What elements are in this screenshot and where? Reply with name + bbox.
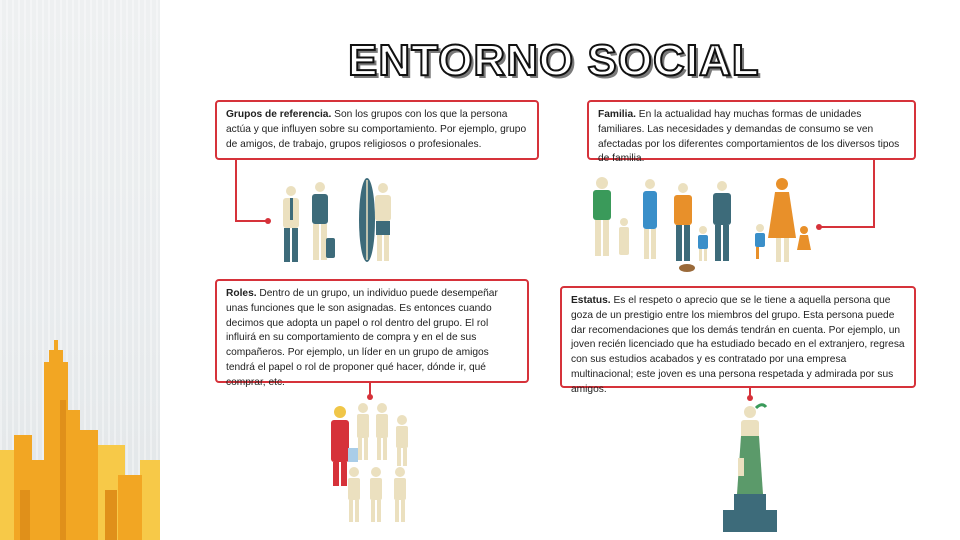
connector-dot-grupos (265, 218, 271, 224)
card-roles-heading: Roles. (226, 288, 257, 299)
card-familia-body: En la actualidad hay muchas formas de unidades familiares. Las necesidades y demandas de consumo se ven afectadas por los diferentes comportamientos de los diversos tipos de familia. (598, 109, 900, 165)
card-familia-heading: Familia. (598, 109, 636, 120)
card-familia (587, 100, 916, 165)
roles-group-icon (331, 403, 408, 522)
family-icon (593, 177, 811, 272)
reference-group-icon (283, 178, 391, 262)
card-grupos-heading: Grupos de referencia. (226, 109, 332, 120)
card-grupos-referencia (215, 100, 539, 160)
card-estatus-heading: Estatus. (571, 295, 611, 306)
status-statue-icon (723, 405, 777, 532)
card-estatus-body: Es el respeto o aprecio que se le tiene a aquella persona que goza de un prestigio entre los miembros del grupo. Esta persona puede dar recomendaciones que los demás tendrán en cuenta. Por ejemplo, un joven recién licenciado que ha estudiado becado en el extranjero, regresa con sus estudios acabados y es contratado por una empresa multinacional; este joven es una persona respetada y admirada por sus amigos. (571, 295, 905, 395)
connector-grupos-line (236, 160, 268, 221)
card-grupos-body: Son los grupos con los que la persona actúa y que influyen sobre su comportamiento. Por ejemplo, grupo de amigos, de trabajo, grupos religiosos o profesionales. (226, 109, 527, 150)
connector-familia-line (819, 160, 874, 227)
card-roles-body: Dentro de un grupo, un individuo puede desempeñar unas funciones que le son asignadas. Es entonces cuando decimos que adopta un papel o rol dentro del grupo. El rol influirá en su comportamiento de compra y en el de sus compañeros. Por ejemplo, un líder en un grupo de amigos tendrá el papel o rol de proponer qué hacer, dónde ir, qué comprar, etc. (226, 288, 498, 388)
slide-title: ENTORNO SOCIAL (348, 36, 760, 85)
card-roles (215, 279, 529, 388)
connector-dot-estatus (747, 395, 753, 401)
connector-dot-familia (816, 224, 822, 230)
connector-dot-roles (367, 394, 373, 400)
card-estatus (560, 286, 916, 395)
